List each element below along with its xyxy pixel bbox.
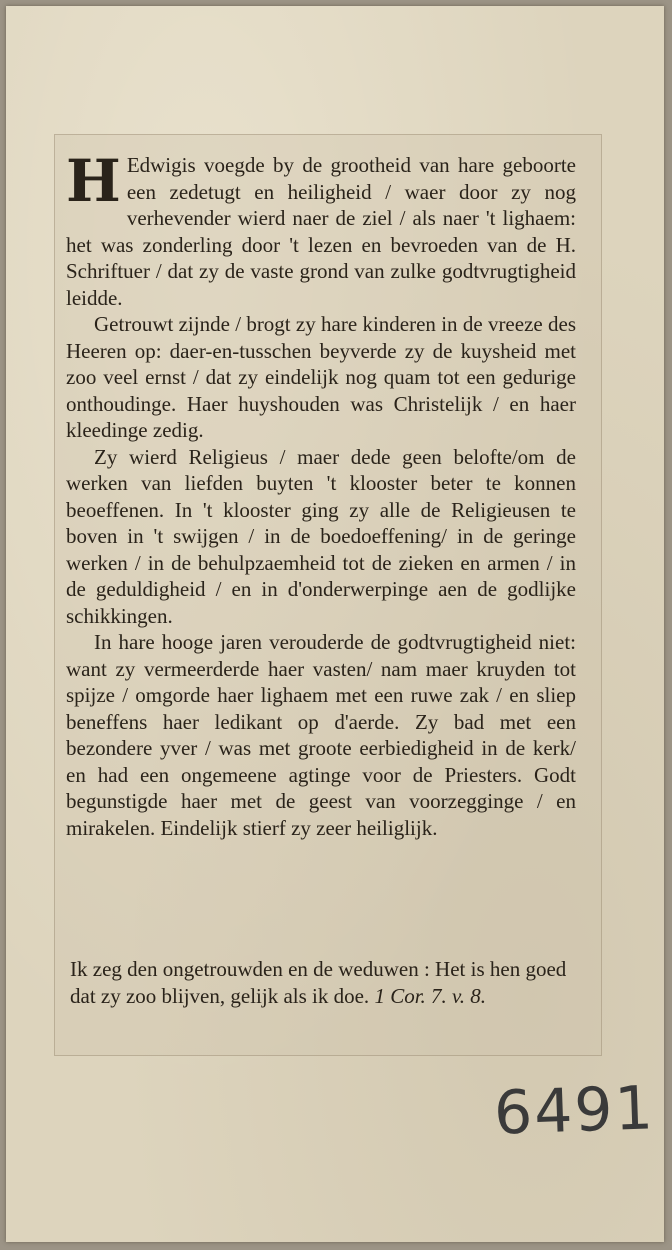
drop-cap-letter: H [66,147,121,215]
paragraph-1 [66,147,576,311]
quote-reference: 1 Cor. 7. v. 8. [374,984,487,1008]
handwritten-inventory-number: 6491 [492,1073,656,1149]
paragraph-3: Zy wierd Religieus / maer dede geen belofte/om de werken van liefden buyten 't klooster beter te konnen beoeffenen. In 't klooster ging zy alle de Religieusen te boven in 't swijgen / in de boedoeffening/ in de geringe werken / in de behulpzaemheid tot de zieken en armen / in de geduldigheid / en in d'onderwerpinge aen de godlijke schikkingen. [66,444,576,628]
scripture-quote [70,956,582,1010]
paragraph-1-text: Edwigis voegde by de grootheid van hare geboorte een zedetugt en heiligheid / waer door zy nog verhevender wierd naer de ziel / als naer 't lighaem: het was zonderling door 't lezen en bevroeden van de H. Schriftuer / dat zy de vaste grond van zulke godtvrugtigheid leidde. [66,153,576,310]
paragraph-2: Getrouwt zijnde / brogt zy hare kinderen in de vreeze des Heeren op: daer-en-tusschen beyverde zy de kuysheid met zoo veel ernst / dat zy eindelijk nog quam tot een gedurige onthoudinge. Haer huyshouden was Christelijk / en haer kleedinge zedig. [66,312,576,442]
main-text-block [66,147,576,841]
paragraph-4: In hare hooge jaren verouderde de godtvrugtigheid niet: want zy vermeerderde haer vasten/ nam maer kruyden tot spijze / omgorde haer lighaem met een ruwe zak / en sliep beneffens haer ledikant op d'aerde. Zy bad met een bezondere yver / was met groote eerbiedigheid in de kerk/ en had een ongemeene agtinge voor de Priesters. Godt begunstigde haer met de geest van voorzegginge / en mirakelen. Eindelijk stierf zy zeer heiliglijk. [66,630,576,840]
quote-text: Ik zeg den ongetrouwden en de weduwen : Het is hen goed dat zy zoo blijven, gelijk als ik doe. [70,957,567,1008]
paper-sheet [6,6,664,1242]
